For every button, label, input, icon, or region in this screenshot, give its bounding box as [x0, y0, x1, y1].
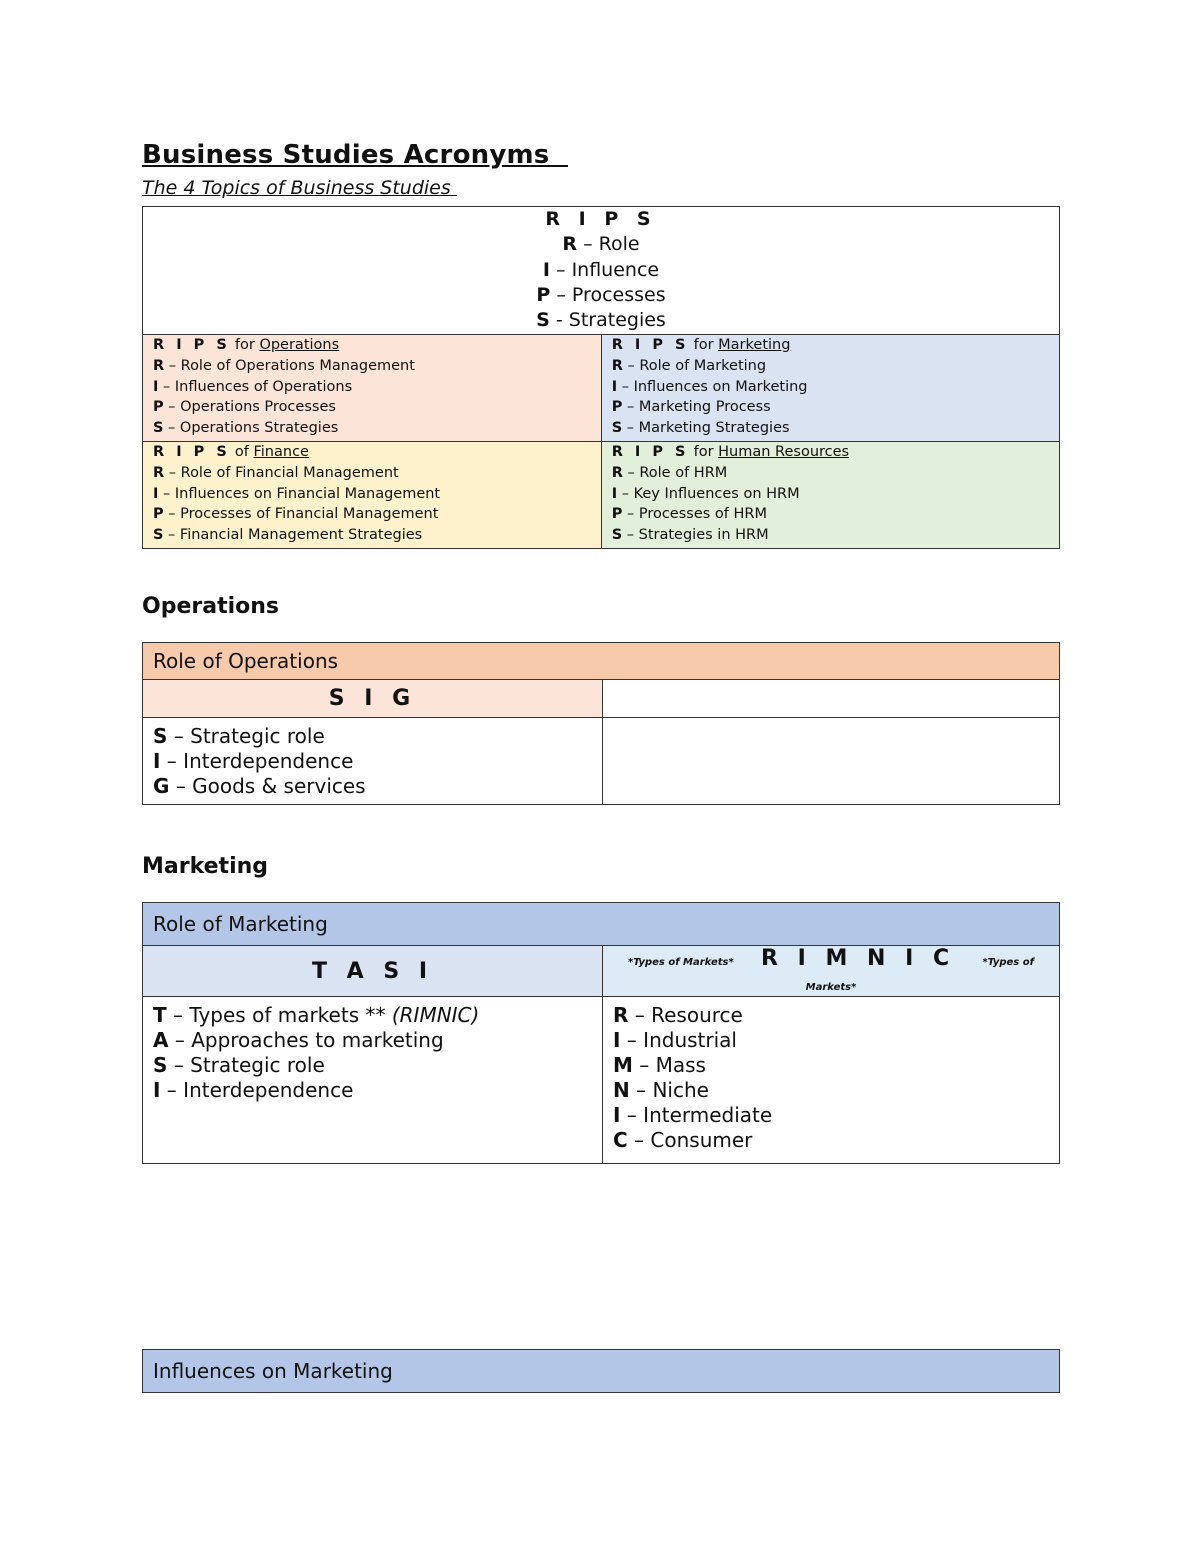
rimnic-header — [603, 946, 1060, 997]
list-item: M – Mass — [613, 1053, 706, 1077]
role-of-marketing-title: Role of Marketing — [143, 903, 1060, 946]
list-item: I – Interdependence — [153, 749, 354, 773]
types-of-markets-note: *Types of Markets* — [628, 957, 734, 968]
role-of-marketing-table — [142, 902, 1060, 1164]
quad-item: R – Role of Marketing — [611, 357, 767, 374]
quad-item: S – Operations Strategies — [153, 420, 339, 437]
sig-acronym: S I G — [143, 680, 603, 718]
quad-header: R I P S for Human Resources — [611, 444, 850, 460]
quad-item: P – Processes of Financial Management — [153, 506, 439, 523]
list-item: R – Resource — [613, 1003, 743, 1027]
list-item: I – Intermediate — [613, 1103, 773, 1127]
quad-item: S – Strategies in HRM — [611, 527, 769, 544]
operations-heading: Operations — [142, 594, 279, 619]
page-title: Business Studies Acronyms — [142, 140, 568, 170]
quad-header: R I P S of Finance — [153, 444, 309, 460]
list-item: I – Industrial — [613, 1028, 737, 1052]
rips-line: I – Influence — [542, 258, 660, 281]
marketing-heading: Marketing — [142, 854, 269, 879]
list-item: S – Strategic role — [153, 724, 325, 748]
rips-operations-cell — [143, 335, 602, 442]
quad-item: I – Influences on Financial Management — [153, 485, 441, 502]
sig-items-cell — [143, 718, 603, 805]
rimnic-items-cell — [603, 997, 1060, 1164]
tasi-acronym: T A S I — [143, 946, 603, 997]
list-item: G – Goods & services — [153, 774, 366, 798]
rips-finance-cell — [143, 442, 602, 549]
rips-line: S - Strategies — [536, 309, 666, 332]
types-of-markets-note: *Types of Markets* — [805, 957, 1034, 993]
empty-cell — [603, 718, 1060, 805]
rips-heading: R I P S — [545, 208, 657, 230]
rips-line: R – Role — [562, 233, 640, 256]
quad-header: R I P S for Marketing — [611, 337, 791, 353]
rips-overview-table — [142, 206, 1060, 549]
quad-item: P – Operations Processes — [153, 399, 336, 416]
tasi-items-cell — [143, 997, 603, 1164]
list-item: N – Niche — [613, 1078, 709, 1102]
rimnic-acronym: R I M N I C — [761, 946, 956, 971]
empty-cell — [603, 680, 1060, 718]
rips-line: P – Processes — [536, 283, 666, 306]
quad-item: S – Marketing Strategies — [611, 420, 790, 437]
quad-item: S – Financial Management Strategies — [153, 527, 423, 544]
page-subtitle: The 4 Topics of Business Studies — [142, 177, 457, 199]
quad-item: P – Marketing Process — [611, 399, 771, 416]
quad-header: R I P S for Operations — [153, 337, 340, 353]
list-item: C – Consumer — [613, 1128, 753, 1152]
rips-hrm-cell — [601, 442, 1059, 549]
list-item: I – Interdependence — [153, 1078, 354, 1102]
rips-summary-cell — [143, 207, 1060, 335]
quad-item: R – Role of HRM — [611, 464, 728, 481]
role-of-operations-table — [142, 642, 1060, 805]
quad-item: I – Influences of Operations — [153, 378, 353, 395]
list-item: T – Types of markets ** (RIMNIC) — [153, 1003, 480, 1027]
role-of-operations-title: Role of Operations — [143, 643, 1060, 680]
rips-marketing-cell — [601, 335, 1059, 442]
quad-item: P – Processes of HRM — [611, 506, 767, 523]
list-item: A – Approaches to marketing — [153, 1028, 444, 1052]
quad-item: R – Role of Financial Management — [153, 464, 399, 481]
quad-item: I – Key Influences on HRM — [611, 485, 800, 502]
influences-on-marketing-title: Influences on Marketing — [143, 1350, 1060, 1393]
quad-item: I – Influences on Marketing — [611, 378, 808, 395]
influences-on-marketing-table — [142, 1349, 1060, 1393]
quad-item: R – Role of Operations Management — [153, 357, 415, 374]
list-item: S – Strategic role — [153, 1053, 325, 1077]
